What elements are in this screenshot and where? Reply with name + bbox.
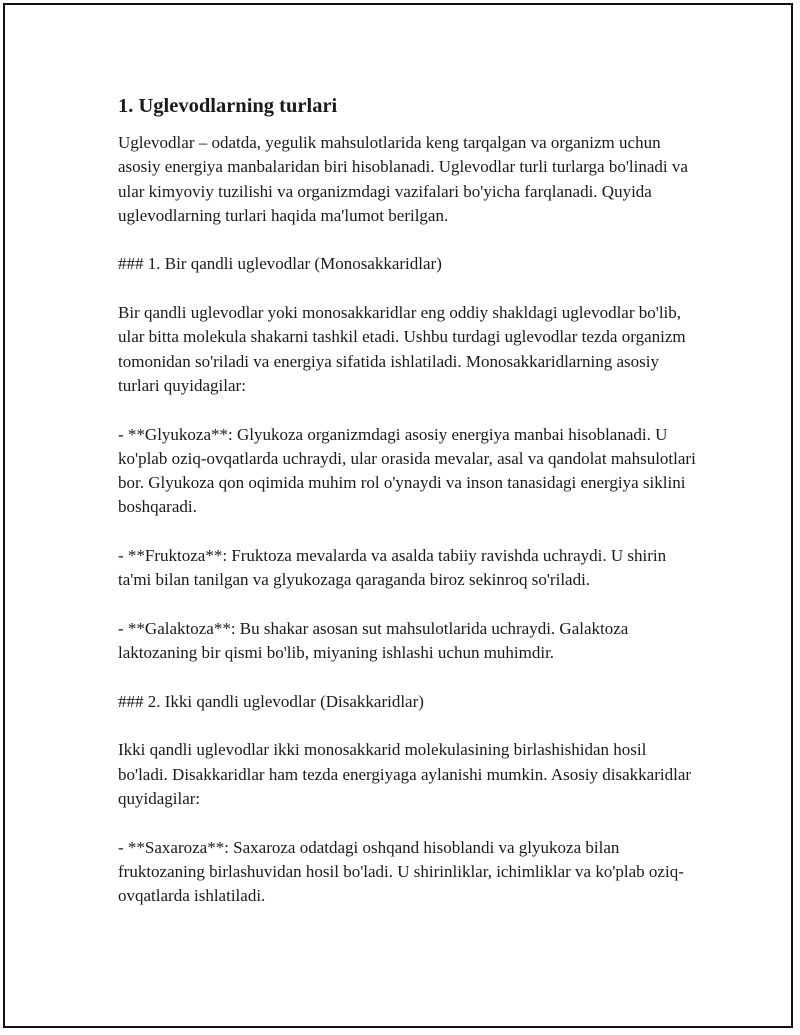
section-heading-disaccharides: ### 2. Ikki qandli uglevodlar (Disakkaridlar) — [118, 691, 424, 711]
fructose-item: - **Fruktoza**: Fruktoza mevalarda va asalda tabiiy ravishda uchraydi. U shirin ta'mi bilan tanilgan va glyukozaga qaraganda biroz sekinroq so'riladi. — [118, 546, 667, 590]
document-body — [118, 93, 698, 933]
galactose-item: - **Galaktoza**: Bu shakar asosan sut mahsulotlarida uchraydi. Galaktoza laktozaning bir qismi bo'lib, miyaning ishlashi uchun muhimdir. — [118, 618, 629, 663]
sucrose-item: - **Saxaroza**: Saxaroza odatdagi oshqand hisoblandi va glyukoza bilan fruktozaning birlashuvidan hosil bo'ladi. U shirinliklar, ichimliklar va ko'plab oziq-ovqatlarda ishlatiladi. — [118, 837, 684, 906]
document-title: 1. Uglevodlarning turlari — [118, 95, 338, 117]
monosaccharides-paragraph: Bir qandli uglevodlar yoki monosakkaridlar eng oddiy shakldagi uglevodlar bo'lib, ular bitta molekula shakarni tashkil etadi. Ushbu turdagi uglevodlar tezda organizm tomonidan so'riladi va energiya sifatida ishlatiladi. Monosakkaridlarning asosiy turlari quyidagilar: — [118, 303, 686, 395]
intro-paragraph: Uglevodlar – odatda, yegulik mahsulotlarida keng tarqalgan va organizm uchun asosiy energiya manbalaridan biri hisoblanadi. Uglevodlar turli turlarga bo'linadi va ular kimyoviy tuzilishi va organizmdagi vazifalari bo'yicha farqlanadi. Quyida uglevodlarning turlari haqida ma'lumot berilgan. — [118, 133, 688, 225]
section-heading-monosaccharides: ### 1. Bir qandli uglevodlar (Monosakkaridlar) — [118, 254, 442, 274]
disaccharides-paragraph: Ikki qandli uglevodlar ikki monosakkarid molekulasining birlashishidan hosil bo'ladi. Disakkaridlar ham tezda energiyaga aylanishi mumkin. Asosiy disakkaridlar quyidagilar: — [118, 740, 692, 809]
glucose-item: - **Glyukoza**: Glyukoza organizmdagi asosiy energiya manbai hisoblanadi. U ko'plab oziq-ovqatlarda uchraydi, ular orasida mevalar, asal va qandolat mahsulotlari bor. Glyukoza qon oqimida muhim rol o'ynaydi va inson tanasidagi energiya siklini boshqaradi. — [118, 424, 696, 517]
